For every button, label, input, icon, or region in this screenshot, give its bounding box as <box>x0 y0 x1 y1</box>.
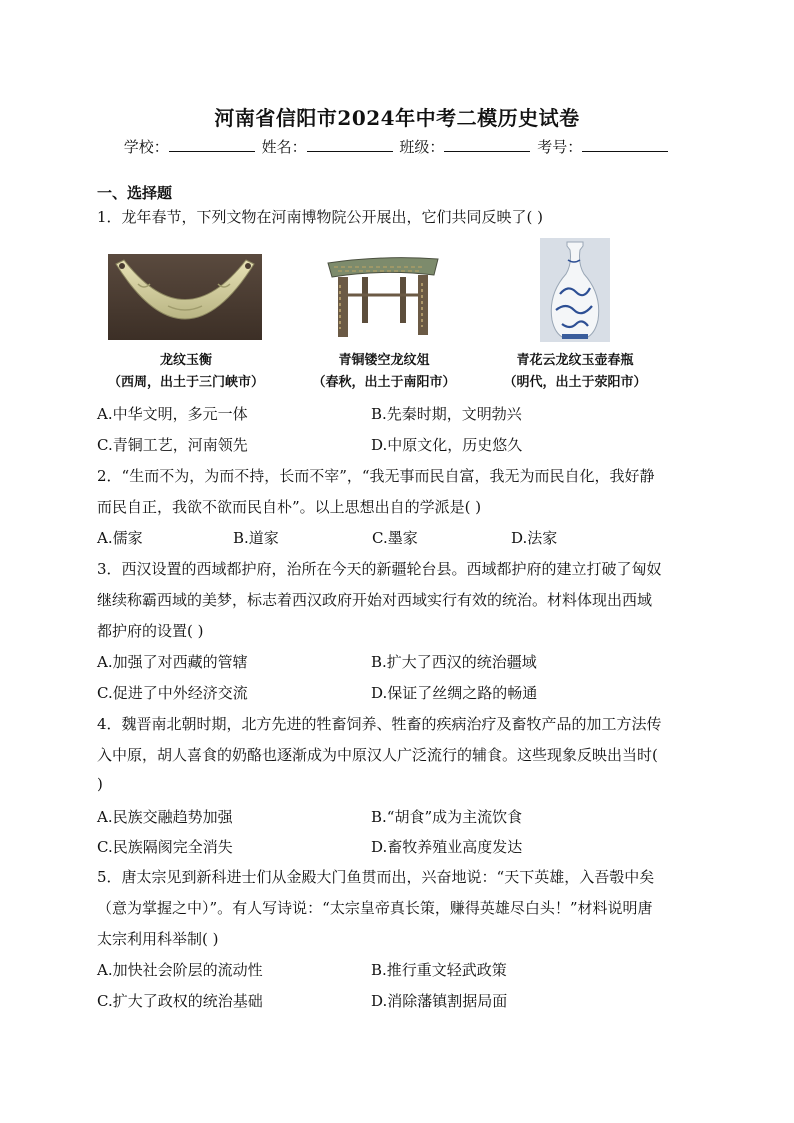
name-label: 姓名： <box>261 138 307 156</box>
number-blank <box>582 137 668 152</box>
question-2-line-2: 而民自正，我欲不欲而民自朴”。以上思想出自的学派是( ) <box>97 498 482 516</box>
question-5-line-1: 5．唐太宗见到新科进士们从金殿大门鱼贯而出，兴奋地说：“天下英雄，入吾彀中矣 <box>97 868 655 886</box>
figure-1-caption-name: 龙纹玉衡 <box>159 353 212 368</box>
q3-option-d: D.保证了丝绸之路的畅通 <box>371 684 538 702</box>
question-5-line-2: （意为掌握之中）”。有人写诗说：“太宗皇帝真长策，赚得英雄尽白头！”材料说明唐 <box>97 899 653 917</box>
bronze-stand-image <box>324 255 442 339</box>
q4-option-b: B.“胡食”成为主流饮食 <box>371 808 523 826</box>
school-label: 学校： <box>123 138 169 156</box>
q4-option-a: A.民族交融趋势加强 <box>97 808 233 826</box>
class-label: 班级： <box>399 138 445 156</box>
q5-option-a: A.加快社会阶层的流动性 <box>97 961 263 979</box>
q5-option-c: C.扩大了政权的统治基础 <box>97 992 263 1010</box>
figure-1-caption-note: （西周，出土于三门峡市） <box>107 375 264 390</box>
q1-option-a: A.中华文明，多元一体 <box>97 405 248 423</box>
q2-option-a: A.儒家 <box>97 529 143 547</box>
figure-2-caption-note: （春秋，出土于南阳市） <box>312 375 456 390</box>
figure-3-caption-note: （明代，出土于荥阳市） <box>503 375 647 390</box>
question-2-line-1: 2．“生而不为，为而不持，长而不宰”，“我无事而民自富，我无为而民自化，我好静 <box>97 467 655 485</box>
question-3-line-3: 都护府的设置( ) <box>97 622 204 640</box>
question-3-line-2: 继续称霸西域的美梦，标志着西汉政府开始对西域实行有效的统治。材料体现出西域 <box>97 591 653 609</box>
porcelain-vase-image <box>540 238 610 342</box>
q3-option-a: A.加强了对西藏的管辖 <box>97 653 248 671</box>
question-4-line-3: ) <box>97 775 103 793</box>
q1-option-d: D.中原文化，历史悠久 <box>371 436 523 454</box>
question-3-line-1: 3．西汉设置的西域都护府，治所在今天的新疆轮台县。西域都护府的建立打破了匈奴 <box>97 560 662 578</box>
q2-option-c: C.墨家 <box>372 529 418 547</box>
q2-option-b: B.道家 <box>233 529 279 547</box>
q1-option-c: C.青铜工艺，河南领先 <box>97 436 248 454</box>
jade-pendant-image <box>108 254 262 340</box>
figure-3-caption-name: 青花云龙纹玉壶春瓶 <box>516 353 634 368</box>
question-4-line-2: 入中原，胡人喜食的奶酪也逐渐成为中原汉人广泛流行的辅食。这些现象反映出当时( <box>97 746 658 764</box>
question-4-line-1: 4．魏晋南北朝时期，北方先进的牲畜饲养、牲畜的疾病治疗及畜牧产品的加工方法传 <box>97 715 662 733</box>
number-label: 考号： <box>537 138 583 156</box>
q3-option-b: B.扩大了西汉的统治疆域 <box>371 653 537 671</box>
question-5-line-3: 太宗利用科举制( ) <box>97 930 219 948</box>
name-blank <box>307 137 393 152</box>
figure-2-caption-name: 青铜镂空龙纹俎 <box>338 353 430 368</box>
q4-option-d: D.畜牧养殖业高度发达 <box>371 838 523 856</box>
q5-option-d: D.消除藩镇割据局面 <box>371 992 508 1010</box>
q4-option-c: C.民族隔阂完全消失 <box>97 838 233 856</box>
page-title: 河南省信阳市2024年中考二模历史试卷 <box>214 106 580 130</box>
q5-option-b: B.推行重文轻武政策 <box>371 961 507 979</box>
question-1-stem: 1．龙年春节，下列文物在河南博物院公开展出，它们共同反映了( ) <box>97 208 544 226</box>
student-info-line <box>0 136 794 157</box>
school-blank <box>169 137 255 152</box>
section-heading: 一、选择题 <box>97 184 173 202</box>
q3-option-c: C.促进了中外经济交流 <box>97 684 248 702</box>
q1-option-b: B.先秦时期，文明勃兴 <box>371 405 522 423</box>
class-blank <box>444 137 530 152</box>
q2-option-d: D.法家 <box>511 529 558 547</box>
